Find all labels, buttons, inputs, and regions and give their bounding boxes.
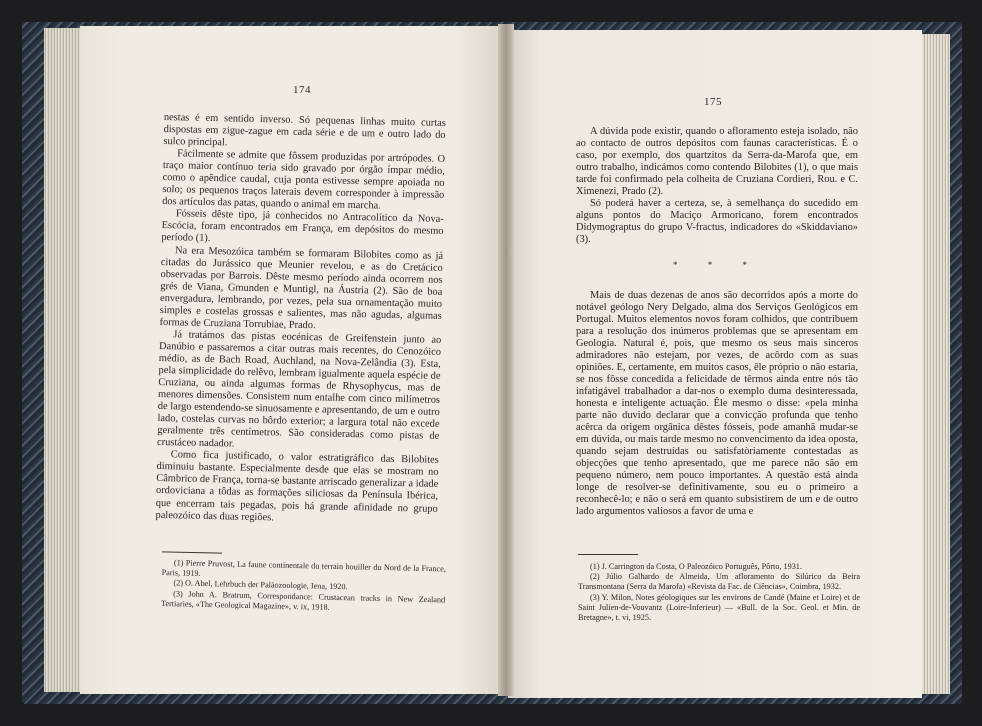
page-edges-left (44, 28, 84, 692)
paragraph: Mais de duas dezenas de anos são decorridos após a morte do notável geólogo Nery Delgado, alma dos Serviços Geológicos em Portugal. Muitos elementos novos foram colhidos, que contribuem para a resolução dos inúmeros problemas que se apresentam em Geologia. Natural é, pois, que mesmo os seus mais sinceros admiradores não estejam, por vezes, de acôrdo com as suas opiniões. E, certamente, em muitos casos, êle próprio o não estaria, se nos fôsse concedida a felicidade de têrmos ainda entre nós tão infatigável trabalhador a dar-nos o exemplo duma desinteressada, honesta e inteligente actuação. Êle mesmo o disse: «pela minha parte não duvido declarar que a convicção profunda que tenho acêrca da origem orgânica dêstes fósseis, pode amanhã mudar-se em dúvida, ou mais tarde mesmo no convencimento da idea oposta, quando sejam destruídas ou satisfatòriamente contestadas as objecções que tenho apresentado, que me parece não são em pequeno número, nem pouco importantes. A questão está ainda longe de resolver-se definitivamente, sou eu o primeiro a reconhecê-lo; e não o será em quanto subsistirem de um e de outro lado argumentos valiosos a favor de uma e (576, 289, 858, 518)
paragraph: Na era Mesozóica também se formaram Bilobites como as já citadas do Jurássico que Meunier revelou, e as do Cretácico observadas por Barrois. Dêste mesmo período ainda ocorrem nos grés de Viana, Gmunden e Muntigl, na Áustria (2). São de boa envergadura, lembrando, por vezes, pela sua ornamentação muito simples e costelas grossas e salientes, mas não agudas, algumas formas de Cruziana Torrubiae, Prado. (159, 244, 444, 332)
book-gutter (498, 24, 514, 696)
left-page (80, 26, 506, 694)
page-number: 175 (704, 96, 722, 108)
footnote: (3) Y. Milon, Notes géologiques sur les environs de Candé (Maine et Loire) et de Saint Julien-de-Vouvantz (Loire-Inferieur) — «Bull. de la Soc. Geol. et Min. de Bretagne», t. vi, 1925. (578, 592, 860, 623)
paragraph: Só poderá haver a certeza, se, à semelhança do sucedido em alguns pontos do Maciço Armoricano, forem encontrados Didymograptus do grupo V-fractus, indicadores do «Skiddaviano» (3). (576, 198, 858, 246)
footnote: (3) John A. Bratrum, Correspondance: Crustacean tracks in New Zealand Tertiaries, «The Geological Magazine», v. ix, 1918. (160, 588, 446, 612)
footnote: (2) O. Abel, Lehrbuch der Paläozoologie, Iena, 1920. (173, 578, 348, 592)
section-ornament: * * * (673, 260, 761, 271)
paragraph: nestas é em sentido inverso. Só pequenas linhas muito curtas dispostas em zigue-zague em cada série e de um e outro lado do sulco principal. (163, 112, 446, 149)
paragraph: Já tratámos das pistas eocénicas de Greifenstein junto ao Danúbio e passaremos a citar outras mais recentes, do Cenozóico médio, as de Bach Road, Auchland, na Nova-Zelândia (3). Esta, pela simplicidade do relêvo, lembram igualmente aquela espécie de Cruziana, ou ainda algumas formas de Rhysophycus, mas de menores dimensões. Consistem num entalhe com cinco milímetros de largo estendendo-se sinuosamente e apresentando, de um e outro lado, costelas curvas no bôrdo exterior; a largura total não excede geralmente três centímetros. São consideradas como pistas de crustáceo nadador. (156, 329, 442, 450)
footnote-divider (578, 554, 638, 555)
paragraph: Fósseis dêste tipo, já conhecidos no Antracolítico da Nova-Escócia, foram encontrados em França, em depósitos do mesmo período (1). (161, 208, 444, 245)
paragraph: Como fica justificado, o valor estratigráfico das Bilobites diminuiu bastante. Especialmente desde que elas se mostram no Câmbrico de França, torna-se bastante arriscado generalizar a idade ordoviciana a tôdas as formações siliciosas da Península Ibérica, que encerram tais pegadas, pois há grande afinidade no grupo paleozóico das duas regiões. (155, 449, 439, 523)
body-text (576, 126, 858, 518)
right-page (508, 30, 922, 698)
footnotes (578, 562, 860, 623)
paragraph: Fácilmente se admite que fôssem produzidas por artrópodes. O traço maior contínuo teria sido gravado por órgão ímpar médio, como o apêndice caudal, cuja ponta estivesse sempre apoiada no solo; os pequenos traços laterais devem corresponder à impressão dos artículos das patas, quando o animal em marcha. (162, 148, 446, 212)
body-text (155, 112, 446, 527)
footnote-divider (162, 551, 222, 553)
footnotes (161, 558, 446, 615)
page-edges-right (920, 34, 950, 694)
page-number: 174 (293, 84, 311, 96)
footnote: (2) Júlio Galhardo de Almeida, Um afloramento do Silúrico da Beira Transmontana (Serra da Marofa) «Revista da Fac. de Ciências», Coimbra, 1932. (578, 572, 860, 592)
footnote: (1) J. Carrington da Costa, O Paleozóico Português, Pôrto, 1931. (590, 562, 802, 571)
paragraph: A dúvida pode existir, quando o afloramento esteja isolado, não ao contacto de outros depósitos com faunas características. É o caso, por exemplo, dos quartzitos da Serra-da-Marofa que, em outro trabalho, indicámos como contendo Bilobites (1), o que mais tarde foi confirmado pela colheita de Cruziana Cordieri, Rou. e C. Ximenezi, Prado (2). (576, 126, 858, 198)
footnote: (1) Pierre Pruvost, La faune continentale du terrain houiller du Nord de la France, Paris, 1919. (161, 558, 446, 579)
